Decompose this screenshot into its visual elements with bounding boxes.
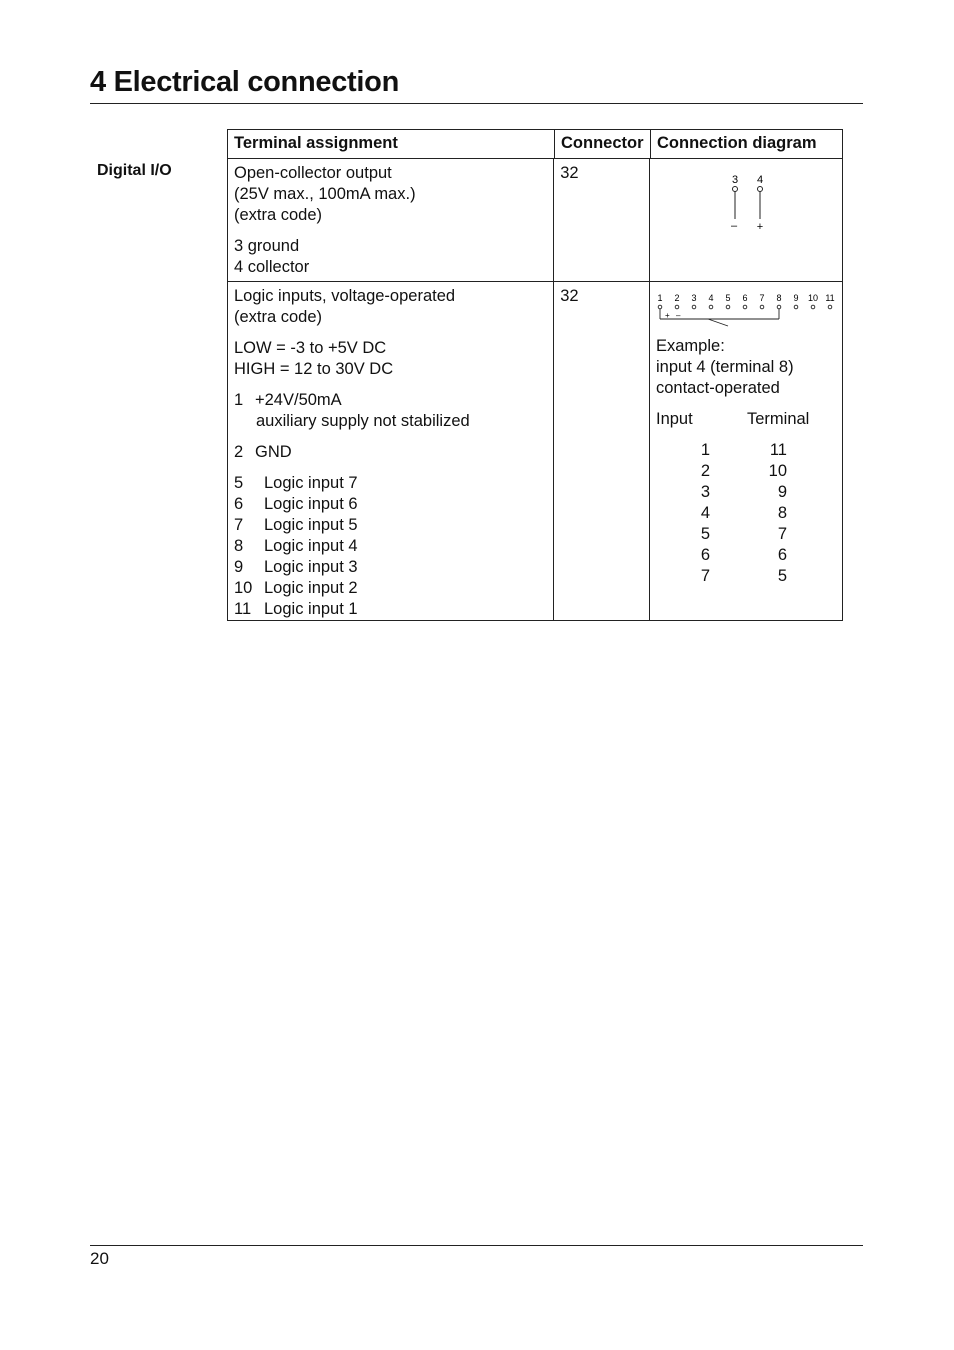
logic-input-item: 6 Logic input 6	[234, 495, 358, 513]
mapping-row: 7 5	[700, 567, 787, 585]
terminal-contact	[743, 305, 747, 309]
terminal-label: 8	[776, 293, 782, 303]
mapping-row: 6 6	[700, 546, 787, 564]
row2-supply-note: auxiliary supply not stabilized	[256, 412, 470, 430]
section-label: Digital I/O	[97, 162, 172, 179]
mapping-row: 1 11	[700, 441, 787, 459]
row2-connector: 32	[554, 282, 650, 620]
plus-sign: +	[665, 311, 670, 320]
terminal-table	[227, 129, 843, 621]
terminal-contact	[760, 305, 764, 309]
row2-level: HIGH = 12 to 30V DC	[234, 360, 394, 378]
row2-level: LOW = -3 to +5V DC	[234, 339, 387, 357]
mapping-row: 4 8	[700, 504, 787, 522]
terminal-contact	[658, 305, 662, 309]
row2-gnd: 2 GND	[234, 443, 292, 461]
terminal-label: 2	[674, 293, 680, 303]
mapping-row: 5 7	[700, 525, 787, 543]
terminal-label: 5	[725, 293, 731, 303]
terminal-contact	[811, 305, 815, 309]
row1-assignment	[228, 159, 554, 281]
mapping-row: 2 10	[700, 462, 787, 480]
footer-rule	[90, 1245, 863, 1246]
mapping-row: 3 9	[700, 483, 787, 501]
row1-connector: 32	[554, 159, 650, 281]
row2-supply: 1 +24V/50mA	[234, 391, 342, 409]
terminal-label: 10	[807, 293, 819, 303]
mapping-list	[656, 440, 836, 587]
header-connector: Connector	[555, 130, 651, 158]
terminal-contact	[692, 305, 696, 309]
terminal-contact	[794, 305, 798, 309]
open-collector-diagram	[656, 163, 836, 233]
terminal-label: 1	[657, 293, 663, 303]
terminal-contact	[777, 305, 781, 309]
page-title: 4 Electrical connection	[90, 66, 399, 98]
logic-input-item: 11 Logic input 1	[234, 600, 358, 618]
diagram-plus: +	[756, 221, 764, 233]
row1-diagram	[650, 159, 842, 281]
table-header-row	[228, 130, 842, 158]
row2-line: (extra code)	[234, 308, 323, 326]
mapping-header	[656, 409, 836, 430]
row2-assignment	[228, 282, 554, 620]
example-line: Example:	[656, 337, 725, 355]
page-number: 20	[90, 1249, 109, 1268]
logic-input-item: 7 Logic input 5	[234, 516, 358, 534]
logic-input-diagram	[656, 286, 836, 330]
logic-input-item: 10 Logic input 2	[234, 579, 358, 597]
diagram-terminal-4: 4	[756, 174, 764, 186]
table-row	[228, 158, 842, 281]
row2-line: Logic inputs, voltage-operated	[234, 287, 456, 305]
terminal-contact	[828, 305, 832, 309]
row1-line: 4 collector	[234, 258, 310, 276]
terminal-contact	[675, 305, 679, 309]
header-terminal-assignment: Terminal assignment	[228, 130, 555, 158]
terminal-label: 3	[691, 293, 697, 303]
row1-line: 3 ground	[234, 237, 300, 255]
diagram-minus: –	[730, 220, 738, 232]
minus-sign: –	[676, 311, 681, 320]
diagram-terminal-3: 3	[731, 174, 739, 186]
row1-line: Open-collector output	[234, 164, 392, 182]
mapping-header-terminal: Terminal	[747, 410, 810, 428]
row1-line: (extra code)	[234, 206, 323, 224]
header-rule	[90, 103, 863, 104]
terminal-contact	[709, 305, 713, 309]
row2-diagram	[650, 282, 842, 620]
mapping-header-input: Input	[656, 410, 693, 428]
logic-input-item: 8 Logic input 4	[234, 537, 358, 555]
example-line: contact-operated	[656, 379, 780, 397]
terminal-label: 9	[793, 293, 799, 303]
terminal-contact	[726, 305, 730, 309]
header-connection-diagram: Connection diagram	[657, 134, 817, 152]
terminal-label: 6	[742, 293, 748, 303]
wire	[708, 319, 728, 326]
terminal-label: 7	[759, 293, 765, 303]
row1-line: (25V max., 100mA max.)	[234, 185, 416, 203]
table-row	[228, 281, 842, 620]
example-line: input 4 (terminal 8)	[656, 358, 794, 376]
logic-input-item: 9 Logic input 3	[234, 558, 358, 576]
logic-input-item: 5 Logic input 7	[234, 474, 358, 492]
terminal-label: 4	[708, 293, 714, 303]
logic-input-list	[234, 473, 547, 620]
terminal-label: 11	[825, 293, 835, 303]
